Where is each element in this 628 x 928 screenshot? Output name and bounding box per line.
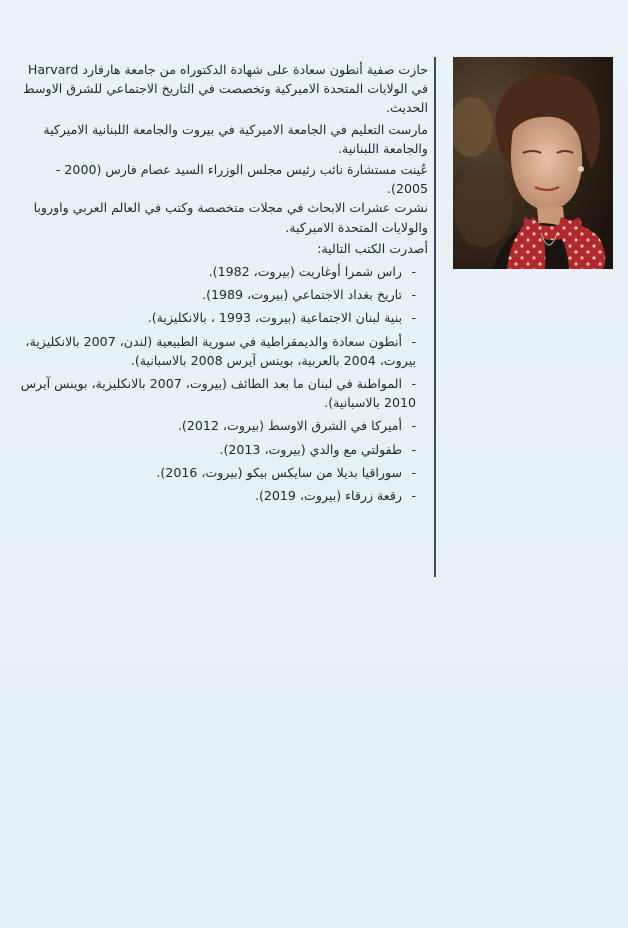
- book-dash: -: [411, 333, 416, 349]
- book-title: سوراقيا بديلا من سايكس بيكو (بيروت، 2016).: [156, 464, 402, 480]
- book-title: أميركا في الشرق الاوسط (بيروت، 2012).: [177, 418, 402, 434]
- book-dash: -: [411, 310, 416, 326]
- author-bio: [20, 60, 428, 237]
- book-dash: -: [411, 287, 416, 303]
- books-heading: أصدرت الكتب التالية:: [317, 240, 428, 256]
- author-photo: [453, 57, 613, 269]
- author-bio-column: [20, 60, 428, 505]
- book-item: [20, 285, 428, 304]
- bio-paragraph-teaching: مارست التعليم في الجامعة الاميركية في بيروت والجامعة اللبنانية الاميركية والجامعة اللبنانية.: [43, 121, 428, 156]
- book-dash: -: [411, 418, 416, 434]
- books-list: [20, 262, 428, 505]
- book-dash: -: [411, 488, 416, 504]
- book-item: [20, 486, 428, 505]
- book-title: رقعة زرقاء (بيروت، 2019).: [254, 488, 402, 504]
- book-title: أنطون سعادة والديمقراطية في سورية الطبيعية (لندن، 2007 بالانكليزية، بيروت، 2004 بالعربية، بوينس آيرس 2008 بالاسبانية).: [25, 333, 416, 368]
- bio-paragraph-research: نشرت عشرات الابحاث في مجلات متخصصة وكتب في العالم العربي واوروبا والولايات المتحدة الاميركية.: [33, 200, 428, 235]
- bio-paragraph-advisor: عُينت مستشارة نائب رئيس مجلس الوزراء السيد عصام فارس (2000 - 2005).: [55, 162, 428, 197]
- book-title: تاريخ بغداد الاجتماعي (بيروت، 1989).: [202, 287, 402, 303]
- book-item: [20, 374, 428, 412]
- book-title: طفولتي مع والدي (بيروت، 2013).: [219, 441, 402, 457]
- book-item: [20, 463, 428, 482]
- book-dash: -: [411, 376, 416, 392]
- book-item: [20, 308, 428, 327]
- bio-paragraph-education: حازت صفية أنطون سعادة على شهادة الدكتوراه من جامعة هارفارد Harvard في الولايات المتحدة الاميركية وتخصصت في التاريخ الاجتماعي للشرق الاوسط الحديث.: [22, 62, 428, 116]
- book-title: المواطنة في لبنان ما بعد الطائف (بيروت، 2007 بالانكليزية، بوينس آيرس 2010 بالاسبانية).: [20, 376, 416, 411]
- book-item: [20, 440, 428, 459]
- book-item: [20, 262, 428, 281]
- book-title: بنية لبنان الاجتماعية (بيروت، 1993 ، بالانكليزية).: [147, 310, 402, 326]
- book-item: [20, 416, 428, 435]
- book-dash: -: [411, 264, 416, 280]
- book-dash: -: [411, 464, 416, 480]
- book-dash: -: [411, 441, 416, 457]
- author-portrait-image: [453, 57, 613, 269]
- vertical-divider: [434, 57, 436, 577]
- book-title: راس شمرا أوغاريت (بيروت، 1982).: [208, 264, 402, 280]
- book-item: [20, 332, 428, 370]
